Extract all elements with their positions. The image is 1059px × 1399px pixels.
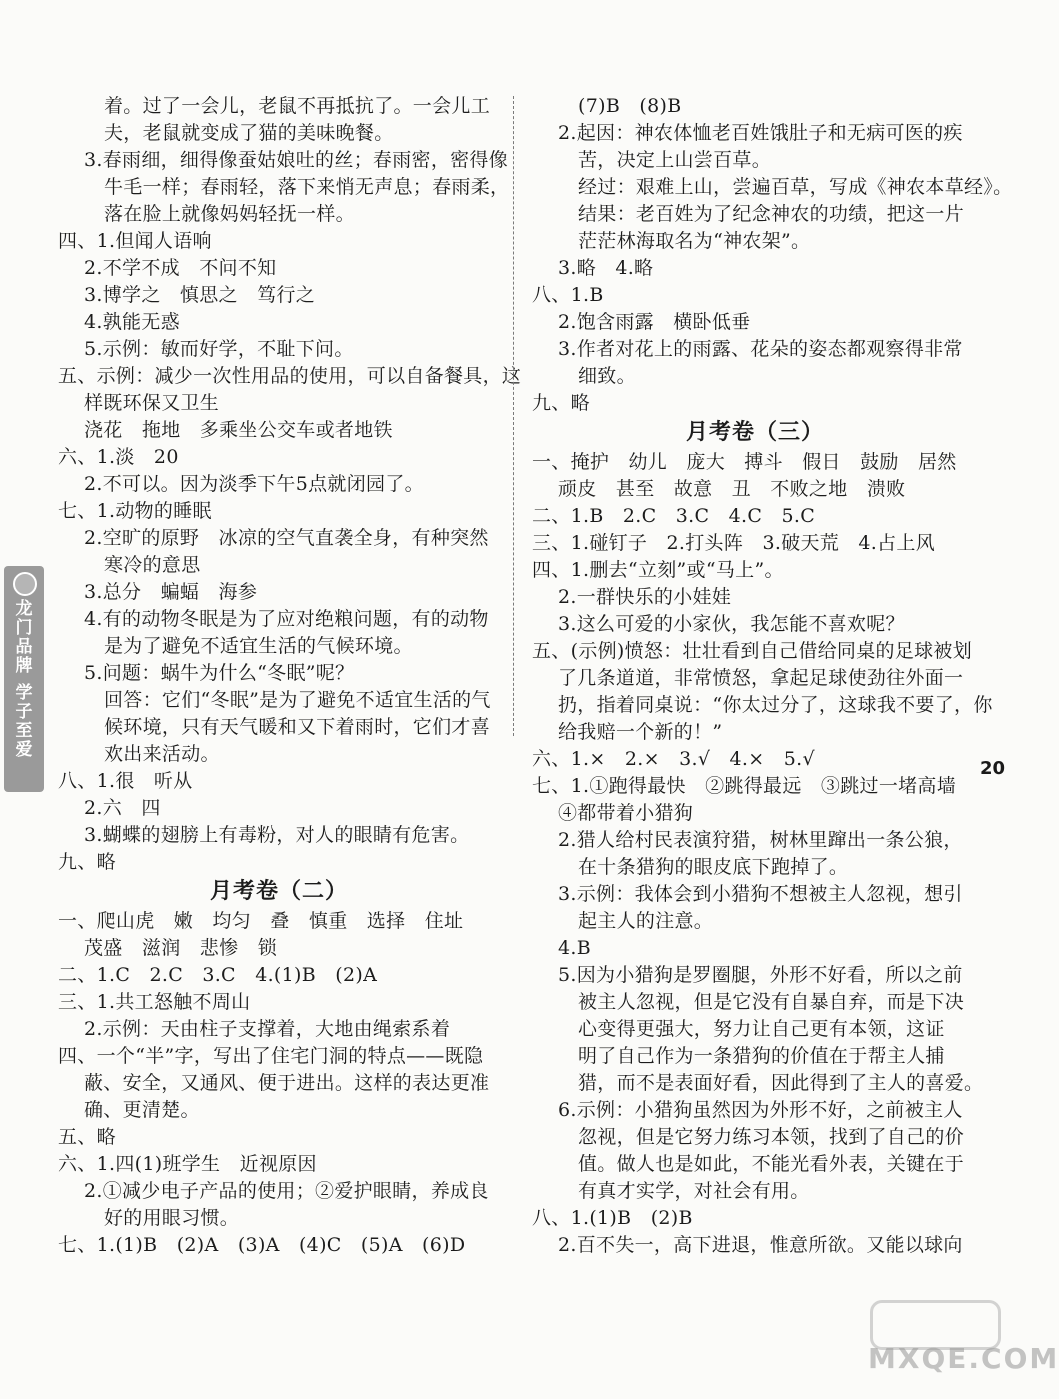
answer-line: 2.起因：神农体恤老百姓饿肚子和无病可医的疾 xyxy=(558,122,963,144)
answer-line: 3.作者对花上的雨露、花朵的姿态都观察得非常 xyxy=(558,338,963,360)
answer-line: 茫茫林海取名为“神农架”。 xyxy=(578,230,811,252)
answer-line: 五、(示例)愤怒：壮壮看到自己借给同桌的足球被划 xyxy=(532,640,973,662)
watermark-text: MXQE.COM xyxy=(868,1342,1059,1375)
section-title: 月考卷（三） xyxy=(685,420,824,445)
answer-line: 2.饱含雨露 横卧低垂 xyxy=(558,311,751,333)
answer-line: 5.示例：敏而好学，不耻下问。 xyxy=(84,338,354,360)
answer-line: 八、1.(1)B (2)B xyxy=(532,1207,693,1229)
answer-line: 细致。 xyxy=(578,365,636,387)
answer-line: 茂盛 滋润 悲惨 锁 xyxy=(84,937,278,959)
answer-line: 确、更清楚。 xyxy=(84,1099,200,1121)
answer-line: 寒冷的意思 xyxy=(104,554,201,576)
answer-line: 2.不可以。因为淡季下午5点就闭园了。 xyxy=(84,473,424,495)
answer-line: 四、1.但闻人语响 xyxy=(58,230,212,252)
answer-line: 着。过了一会儿，老鼠不再抵抗了。一会儿工 xyxy=(104,95,491,117)
answer-line: 六、1.四(1)班学生 近视原因 xyxy=(58,1153,317,1175)
answer-line: 候环境，只有天气暖和又下着雨时，它们才喜 xyxy=(104,716,491,738)
answer-line: 六、1.淡 20 xyxy=(58,446,179,468)
answer-line: 4.B xyxy=(558,937,591,959)
page-number: 20 xyxy=(980,758,1006,779)
answer-line: 3.博学之 慎思之 笃行之 xyxy=(84,284,316,306)
answer-line: 心变得更强大，努力让自己更有本领，这证 xyxy=(578,1018,945,1040)
answer-line: 三、1.共工怒触不周山 xyxy=(58,991,251,1013)
answer-line: 2.一群快乐的小娃娃 xyxy=(558,586,732,608)
answer-line: (7)B (8)B xyxy=(578,95,682,117)
answer-line: 2.示例：天由柱子支撑着，大地由绳索系着 xyxy=(84,1018,451,1040)
answer-line: 2.六 四 xyxy=(84,797,161,819)
answer-line: 2.不学不成 不问不知 xyxy=(84,257,277,279)
answer-line: 5.因为小猎狗是罗圈腿，外形不好看，所以之前 xyxy=(558,964,963,986)
answer-line: 猎，而不是表面好看，因此得到了主人的喜爱。 xyxy=(578,1072,984,1094)
answer-line: 6.示例：小猎狗虽然因为外形不好，之前被主人 xyxy=(558,1099,963,1121)
answer-line: 2.百不失一，高下进退，惟意所欲。又能以球向 xyxy=(558,1234,963,1256)
answer-line: 样既环保又卫生 xyxy=(84,392,220,414)
answer-line: 明了自己作为一条猎狗的价值在于帮主人捕 xyxy=(578,1045,945,1067)
answer-line: 四、1.删去“立刻”或“马上”。 xyxy=(532,559,784,581)
answer-line: 二、1.B 2.C 3.C 4.C 5.C xyxy=(532,505,816,527)
answer-line: 八、1.很 听从 xyxy=(58,770,193,792)
answer-line: 一、掩护 幼儿 庞大 搏斗 假日 鼓励 居然 xyxy=(532,451,957,473)
answer-line: 2.猎人给村民表演狩猎，树林里蹿出一条公狼， xyxy=(558,829,963,851)
answer-line: 牛毛一样；春雨轻，落下来悄无声息；春雨柔， xyxy=(104,176,510,198)
answer-line: 一、爬山虎 嫩 均匀 叠 慎重 选择 住址 xyxy=(58,910,464,932)
left-column xyxy=(58,93,522,1259)
answer-line: 顽皮 甚至 故意 丑 不败之地 溃败 xyxy=(558,478,906,500)
brand-side-tab xyxy=(4,566,44,792)
answer-line: 2.①减少电子产品的使用；②爱护眼睛，养成良 xyxy=(84,1180,489,1202)
answer-line: 3.蝴蝶的翅膀上有毒粉，对人的眼睛有危害。 xyxy=(84,824,470,846)
answer-line: 3.春雨细，细得像蚕姑娘吐的丝；春雨密，密得像 xyxy=(84,149,509,171)
answer-line: 是为了避免不适宜生活的气候环境。 xyxy=(104,635,413,657)
answer-line: 在十条猎狗的眼皮底下跑掉了。 xyxy=(578,856,849,878)
answer-line: 二、1.C 2.C 3.C 4.(1)B (2)A xyxy=(58,964,378,986)
answer-line: 3.总分 蝙蝠 海参 xyxy=(84,581,258,603)
answer-line: 八、1.B xyxy=(532,284,604,306)
answer-line: 经过：艰难上山，尝遍百草，写成《神农本草经》。 xyxy=(578,176,1013,198)
answer-line: 四、一个“半”字，写出了住宅门洞的特点——既隐 xyxy=(58,1045,484,1067)
answer-line: 3.略 4.略 xyxy=(558,257,654,279)
answer-line: 落在脸上就像妈妈轻抚一样。 xyxy=(104,203,355,225)
answer-line: 5.问题：蜗牛为什么“冬眠”呢？ xyxy=(84,662,355,684)
answer-line: 五、略 xyxy=(58,1126,116,1148)
answer-line: 夫，老鼠就变成了猫的美味晚餐。 xyxy=(104,122,394,144)
answer-line: 2.空旷的原野 冰凉的空气直袭全身，有种突然 xyxy=(84,527,489,549)
answer-line: 4.孰能无惑 xyxy=(84,311,180,333)
answer-line: 4.有的动物冬眠是为了应对绝粮问题，有的动物 xyxy=(84,608,489,630)
answer-line: 3.这么可爱的小家伙，我怎能不喜欢呢？ xyxy=(558,613,905,635)
answer-line: ④都带着小猎狗 xyxy=(558,802,694,824)
answer-line: 九、略 xyxy=(532,392,590,414)
answer-line: 七、1.动物的睡眠 xyxy=(58,500,212,522)
answer-line: 忽视，但是它努力练习本领，找到了自己的价 xyxy=(578,1126,965,1148)
answer-line: 苦，决定上山尝百草。 xyxy=(578,149,772,171)
answer-line: 扔，指着同桌说：“你太过分了，这球我不要了，你 xyxy=(558,694,993,716)
answer-line: 有真才实学，对社会有用。 xyxy=(578,1180,810,1202)
answer-line: 三、1.碰钉子 2.打头阵 3.破天荒 4.占上风 xyxy=(532,532,936,554)
answer-line: 值。做人也是如此，不能光看外表，关键在于 xyxy=(578,1153,965,1175)
answer-line: 七、1.①跑得最快 ②跳得最远 ③跳过一堵高墙 xyxy=(532,775,957,797)
answer-line: 欢出来活动。 xyxy=(104,743,220,765)
answer-line: 给我赔一个新的！” xyxy=(558,721,723,743)
brand-dot-icon xyxy=(13,572,37,596)
answer-line: 五、示例：减少一次性用品的使用，可以自备餐具，这 xyxy=(58,365,522,387)
answer-line: 蔽、安全，又通风、便于进出。这样的表达更准 xyxy=(84,1072,490,1094)
answer-line: 好的用眼习惯。 xyxy=(104,1207,240,1229)
column-divider xyxy=(513,96,514,736)
brand-side-text: 龙 门 品 牌 学 子 至 爱 xyxy=(15,599,33,760)
answer-line: 3.示例：我体会到小猎狗不想被主人忽视，想引 xyxy=(558,883,963,905)
answer-line: 结果：老百姓为了纪念神农的功绩，把这一片 xyxy=(578,203,965,225)
answer-line: 被主人忽视，但是它没有自暴自弃，而是下决 xyxy=(578,991,965,1013)
answer-line: 浇花 拖地 多乘坐公交车或者地铁 xyxy=(84,419,393,441)
answer-line: 起主人的注意。 xyxy=(578,910,714,932)
answer-line: 回答：它们“冬眠”是为了避免不适宜生活的气 xyxy=(104,689,491,711)
answer-line: 了几条道道，非常愤怒，拿起足球使劲往外面一 xyxy=(558,667,964,689)
section-title: 月考卷（二） xyxy=(209,879,348,904)
answer-line: 六、1.× 2.× 3.√ 4.× 5.√ xyxy=(532,748,815,770)
answer-line: 七、1.(1)B (2)A (3)A (4)C (5)A (6)D xyxy=(58,1234,466,1256)
answer-line: 九、略 xyxy=(58,851,116,873)
